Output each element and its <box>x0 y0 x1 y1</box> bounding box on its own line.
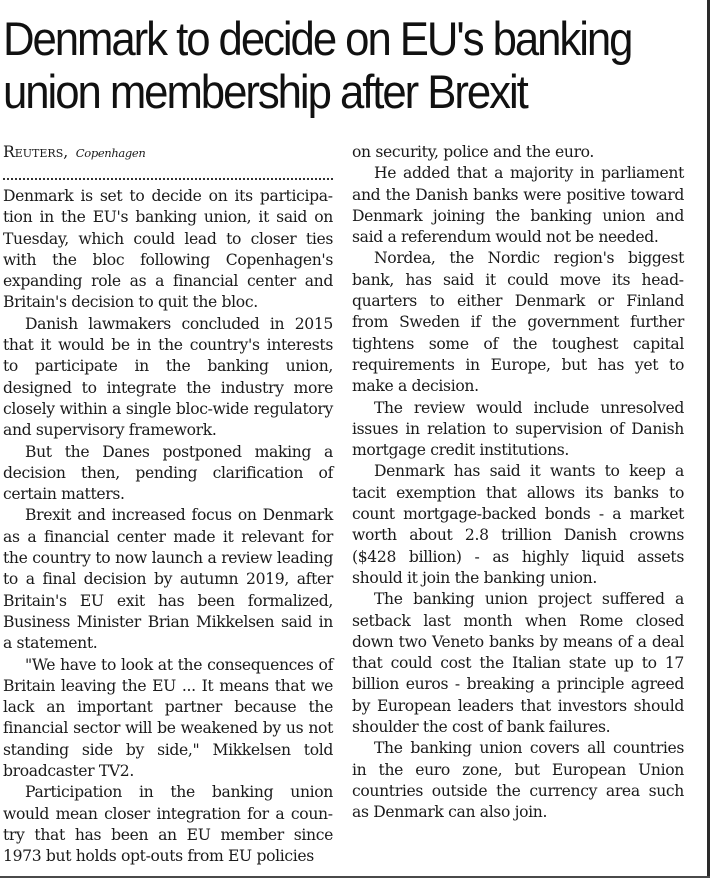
paragraph: But the Danes postponed making a decision then, pending clarification of certain matters. <box>3 442 333 504</box>
paragraph: Nordea, the Nordic region's biggest bank, has said it could move its headquarters to either Denmark or Finland from Sweden if the government further tightens some of the toughest capital requirements in Europe, but has yet to make a decision. <box>352 249 684 396</box>
byline <box>3 142 333 164</box>
paragraph: The review would include unresolved issues in relation to supervision of Danish mortgage credit institutions. <box>352 398 684 460</box>
left-column <box>3 142 333 868</box>
paragraph: He added that a majority in parliament and the Danish banks were positive toward Denmark joining the banking union and said a referendum would not be needed. <box>352 164 684 247</box>
dotted-divider <box>3 164 333 180</box>
paragraph: Danish lawmakers concluded in 2015 that it would be in the country's interests to participate in the banking union, designed to integrate the industry more closely within a single bloc-wide regulatory and supervisory framework. <box>3 314 333 440</box>
paragraph: The banking union covers all countries in the euro zone, but European Union countries outside the currency area such as Denmark can also join. <box>352 739 684 822</box>
paragraph: "We have to look at the consequences of Britain leaving the EU ... It means that we lack an important partner because the financial sector will be weakened by us not standing side by side," Mikkelsen told broadcaster TV2. <box>3 655 333 781</box>
byline-location: Copenhagen <box>75 146 146 160</box>
paragraph: Brexit and increased focus on Denmark as a financial center made it relevant for the country to now launch a review leading to a final decision by autumn 2019, after Britain's EU exit has been formalized, Business Minister Brian Mikkelsen said in a statement. <box>3 506 333 653</box>
paragraph: The banking union project suffered a setback last month when Rome closed down two Veneto banks by means of a deal that could cost the Italian state up to 17 billion euros - breaking a principle agreed by European leaders that investors should shoulder the cost of bank failures. <box>352 590 684 737</box>
paragraph: Denmark is set to decide on its participation in the EU's banking union, it said on Tuesday, which could lead to closer ties with the bloc following Copenhagen's expanding role as a financial center and Britain's decision to quit the bloc. <box>3 187 333 312</box>
byline-agency: Reuters, <box>3 143 69 161</box>
paragraph-continued: on security, police and the euro. <box>352 143 595 161</box>
headline: Denmark to decide on EU's banking union membership after Brexit <box>3 12 632 118</box>
paragraph: Participation in the banking union would mean closer integration for a country that has been an EU member since 1973 but holds opt-outs from EU policies <box>3 783 333 866</box>
right-column <box>352 142 684 824</box>
paragraph: Denmark has said it wants to keep a tacit exemption that allows its banks to count mortgage-backed bonds - a market worth about 2.8 trillion Danish crowns ($428 billion) - as highly liquid assets should it join the banking union. <box>352 462 684 587</box>
